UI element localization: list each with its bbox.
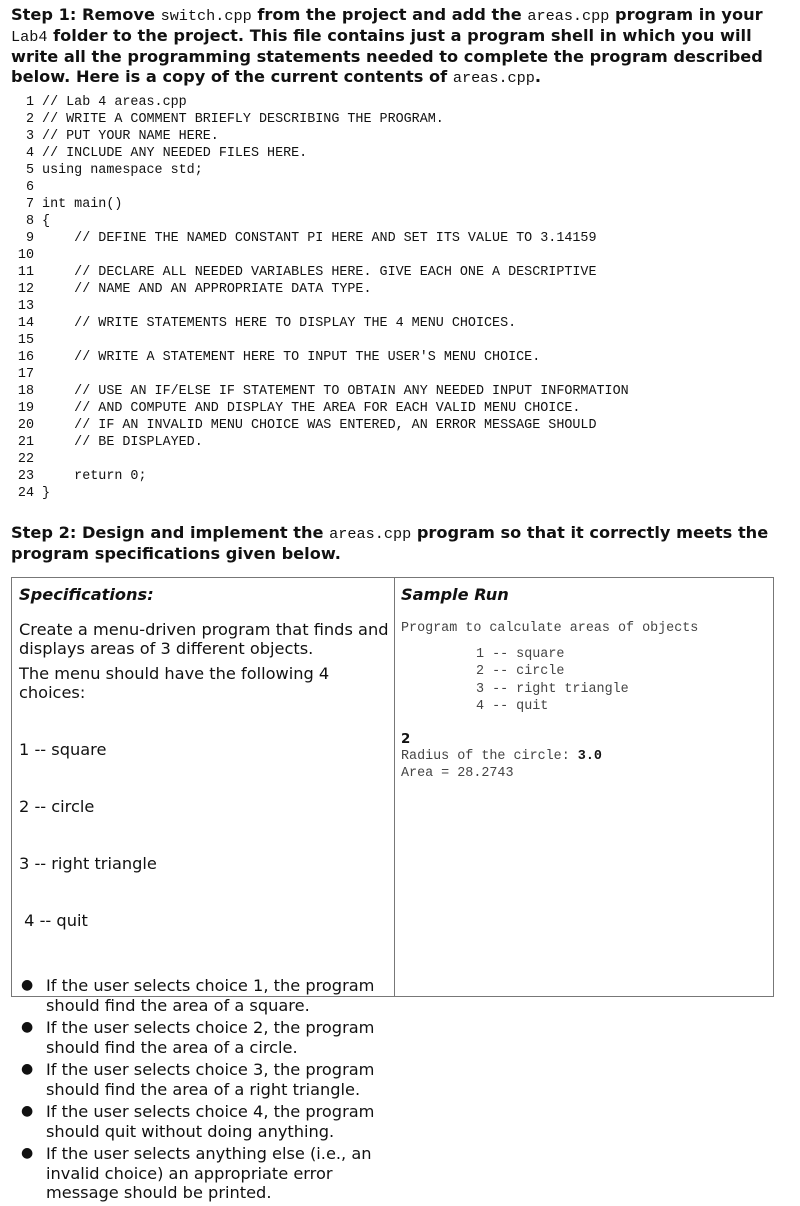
bullet-icon: ● <box>21 1145 34 1161</box>
line-number: 13 <box>17 299 34 314</box>
areas-cpp-filename: areas.cpp <box>527 7 610 25</box>
bullet-icon: ● <box>21 1019 34 1035</box>
code-line <box>13 383 629 400</box>
code-text: { <box>34 214 51 229</box>
code-text: // WRITE A STATEMENT HERE TO INPUT THE USER'S MENU CHOICE. <box>34 350 541 365</box>
step1-text: from the project and add the <box>251 5 528 24</box>
line-number: 24 <box>17 486 34 501</box>
sample-radius-input: 3.0 <box>577 749 602 765</box>
line-number: 11 <box>17 265 34 280</box>
code-line <box>13 485 629 502</box>
code-text: // IF AN INVALID MENU CHOICE WAS ENTERED, AN ERROR MESSAGE SHOULD <box>34 418 597 433</box>
code-line <box>13 400 629 417</box>
code-text: // DECLARE ALL NEEDED VARIABLES HERE. GIVE EACH ONE A DESCRIPTIVE <box>34 265 597 280</box>
code-text: // USE AN IF/ELSE IF STATEMENT TO OBTAIN ANY NEEDED INPUT INFORMATION <box>34 384 629 399</box>
areas-cpp-filename: areas.cpp <box>452 69 535 87</box>
menu-choice: 4 -- quit <box>19 911 88 930</box>
code-line <box>13 247 629 264</box>
line-number: 3 <box>25 129 34 144</box>
code-text: // Lab 4 areas.cpp <box>34 95 187 110</box>
sample-choice-input: 2 <box>401 732 411 748</box>
specifications-column <box>19 585 389 1206</box>
menu-choice: 3 -- right triangle <box>19 854 157 873</box>
step2-text: program so that it correctly meets the program specifications given below. <box>11 523 769 563</box>
code-text: // PUT YOUR NAME HERE. <box>34 129 219 144</box>
line-number: 15 <box>17 333 34 348</box>
line-number: 8 <box>25 214 34 229</box>
step2-text: Design and implement the <box>76 523 330 542</box>
sample-menu-item: 1 -- square <box>476 647 565 663</box>
requirements-list <box>19 976 389 1203</box>
line-number: 21 <box>17 435 34 450</box>
code-text: // WRITE A COMMENT BRIEFLY DESCRIBING THE PROGRAM. <box>34 112 444 127</box>
line-number: 19 <box>17 401 34 416</box>
line-number: 2 <box>25 112 34 127</box>
code-line <box>13 213 629 230</box>
menu-choice: 2 -- circle <box>19 797 95 816</box>
code-line <box>13 179 629 196</box>
line-number: 12 <box>17 282 34 297</box>
lab4-folder-name: Lab4 <box>11 28 48 46</box>
sample-menu-item: 3 -- right triangle <box>476 681 629 697</box>
line-number: 16 <box>17 350 34 365</box>
sample-radius-line <box>401 748 766 765</box>
line-number: 23 <box>17 469 34 484</box>
code-line <box>13 451 629 468</box>
sample-menu-item: 4 -- quit <box>476 698 549 714</box>
line-number: 6 <box>25 180 34 195</box>
step1-text: folder to the project. This file contains just a program shell in which you will write all the programming statements needed to complete the program described below. Here is a copy of the current contents of <box>11 26 763 86</box>
code-line <box>13 468 629 485</box>
specifications-heading: Specifications: <box>19 585 154 604</box>
code-line <box>13 145 629 162</box>
switch-cpp-filename: switch.cpp <box>160 7 252 25</box>
sample-radius-prompt: Radius of the circle: <box>401 749 578 765</box>
code-line <box>13 349 629 366</box>
step1-paragraph <box>11 5 786 88</box>
line-number: 17 <box>17 367 34 382</box>
code-line <box>13 298 629 315</box>
step2-paragraph <box>11 523 786 564</box>
code-line <box>13 94 629 111</box>
code-line <box>13 417 629 434</box>
code-line <box>13 162 629 179</box>
code-text: return 0; <box>34 469 147 484</box>
code-line <box>13 281 629 298</box>
menu-choices-list <box>19 702 389 968</box>
requirement-text: If the user selects anything else (i.e., an invalid choice) an appropriate error message should be printed. <box>46 1144 372 1202</box>
code-listing <box>13 94 629 502</box>
code-text: int main() <box>34 197 123 212</box>
menu-choice: 1 -- square <box>19 740 107 759</box>
step1-text: program in your <box>609 5 763 24</box>
line-number: 10 <box>17 248 34 263</box>
code-line <box>13 332 629 349</box>
code-text: // WRITE STATEMENTS HERE TO DISPLAY THE 4 MENU CHOICES. <box>34 316 517 331</box>
requirement-text: If the user selects choice 3, the program should find the area of a right triangle. <box>46 1060 375 1099</box>
code-line <box>13 434 629 451</box>
step1-label: Step 1: <box>11 5 77 24</box>
code-line <box>13 128 629 145</box>
sample-run-column <box>401 585 766 783</box>
bullet-icon: ● <box>21 977 34 993</box>
code-line <box>13 315 629 332</box>
column-divider <box>394 578 395 996</box>
line-number: 9 <box>25 231 34 246</box>
bullet-icon: ● <box>21 1061 34 1077</box>
line-number: 1 <box>25 95 34 110</box>
requirement-text: If the user selects choice 4, the program should quit without doing anything. <box>46 1102 375 1141</box>
code-text: // DEFINE THE NAMED CONSTANT PI HERE AND SET ITS VALUE TO 3.14159 <box>34 231 597 246</box>
sample-menu-item: 2 -- circle <box>476 664 565 680</box>
step2-label: Step 2: <box>11 523 77 542</box>
code-text: // INCLUDE ANY NEEDED FILES HERE. <box>34 146 308 161</box>
code-text: // BE DISPLAYED. <box>34 435 203 450</box>
specifications-intro: Create a menu-driven program that finds and displays areas of 3 different objects. <box>19 620 389 658</box>
step1-text: . <box>534 67 542 86</box>
sample-title-line: Program to calculate areas of objects <box>401 621 699 636</box>
line-number: 4 <box>25 146 34 161</box>
code-line <box>13 111 629 128</box>
requirement-text: If the user selects choice 2, the program should find the area of a circle. <box>46 1018 375 1057</box>
requirement-item <box>19 976 389 1015</box>
specifications-table <box>11 577 774 1202</box>
line-number: 18 <box>17 384 34 399</box>
line-number: 5 <box>25 163 34 178</box>
areas-cpp-filename: areas.cpp <box>329 525 412 543</box>
sample-menu <box>401 646 766 715</box>
line-number: 7 <box>25 197 34 212</box>
line-number: 14 <box>17 316 34 331</box>
line-number: 20 <box>17 418 34 433</box>
requirement-item <box>19 1060 389 1099</box>
requirement-item <box>19 1102 389 1141</box>
code-text: // NAME AND AN APPROPRIATE DATA TYPE. <box>34 282 372 297</box>
sample-area-output: Area = 28.2743 <box>401 766 514 782</box>
bullet-icon: ● <box>21 1103 34 1119</box>
requirement-text: If the user selects choice 1, the program should find the area of a square. <box>46 976 375 1015</box>
menu-intro: The menu should have the following 4 choices: <box>19 664 330 702</box>
code-text: // AND COMPUTE AND DISPLAY THE AREA FOR EACH VALID MENU CHOICE. <box>34 401 581 416</box>
step1-text: Remove <box>76 5 161 24</box>
line-number: 22 <box>17 452 34 467</box>
code-text: } <box>34 486 51 501</box>
code-text: using namespace std; <box>34 163 203 178</box>
code-line <box>13 264 629 281</box>
requirement-item <box>19 1144 389 1203</box>
code-line <box>13 196 629 213</box>
code-line <box>13 230 629 247</box>
sample-run-heading: Sample Run <box>401 585 509 604</box>
code-line <box>13 366 629 383</box>
